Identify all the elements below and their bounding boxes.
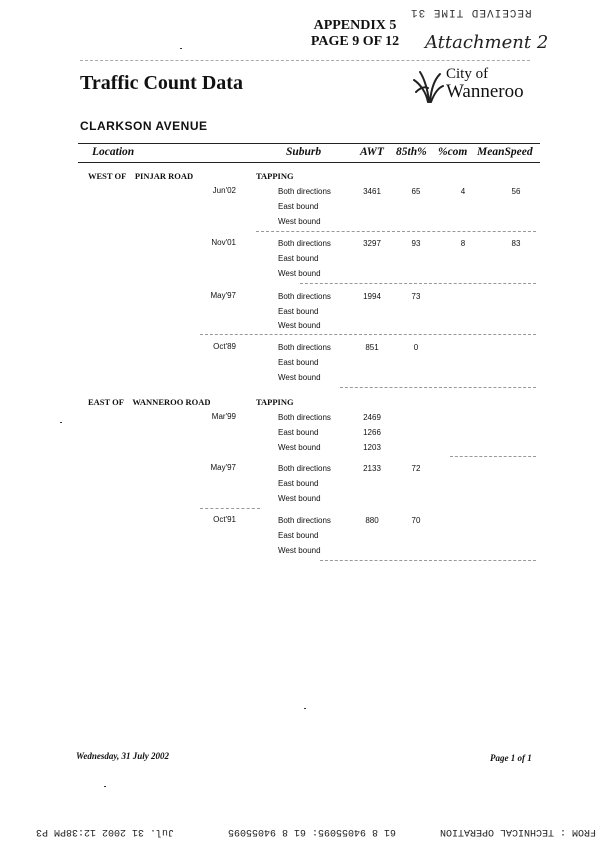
scan-speck [180,48,182,49]
header-top-rule [78,143,540,144]
mean-speed-value: 56 [511,187,521,196]
location-road: PINJAR ROAD [134,171,194,181]
com-value: 8 [460,239,466,248]
row-separator [300,283,536,284]
page-number: Page 1 of 1 [490,753,532,763]
row-separator [450,456,536,457]
direction-label: West bound [278,546,321,555]
direction-label: Both directions [278,343,331,352]
count-date: May'97 [210,463,236,472]
column-header-awt: AWT [360,146,384,158]
p85-value: 73 [411,292,421,301]
count-date: Oct'89 [213,342,236,351]
awt-value: 1266 [363,428,381,437]
scan-speck [304,708,306,709]
column-header-com: %com [438,146,468,158]
location-road: WANNEROO ROAD [132,397,211,407]
count-date: Oct'91 [213,515,236,524]
direction-label: Both directions [278,413,331,422]
row-separator [200,334,536,335]
direction-label: Both directions [278,516,331,525]
fax-received-stamp: RECEIVED TIME 31 [410,6,532,18]
document-title: Traffic Count Data [80,72,243,94]
appendix-label: APPENDIX 5 [313,18,397,33]
section-location [88,397,211,407]
direction-label: West bound [278,443,321,452]
direction-label: West bound [278,373,321,382]
mean-speed-value: 83 [511,239,521,248]
direction-label: East bound [278,531,319,540]
p85-value: 72 [411,464,421,473]
p85-value: 70 [411,516,421,525]
com-value: 4 [460,187,466,196]
direction-label: Both directions [278,187,331,196]
page-of-label: PAGE 9 OF 12 [310,34,400,49]
awt-value: 1203 [363,443,381,452]
count-date: Nov'01 [211,238,236,247]
awt-value: 880 [365,516,379,525]
direction-label: East bound [278,202,319,211]
direction-label: East bound [278,428,319,437]
scan-speck [60,422,62,423]
column-header-suburb: Suburb [286,146,322,158]
p85-value: 65 [411,187,421,196]
awt-value: 2133 [363,464,381,473]
column-header-85th: 85th% [396,146,427,158]
location-prefix: EAST OF [88,397,124,407]
direction-label: Both directions [278,464,331,473]
row-separator [340,387,536,388]
direction-label: West bound [278,269,321,278]
scan-speck [104,786,106,787]
section-suburb: TAPPING [256,171,294,181]
awt-value: 3297 [363,239,381,248]
column-header-mean-speed: MeanSpeed [477,146,533,158]
direction-label: Both directions [278,239,331,248]
dotted-separator [80,60,530,61]
row-separator [200,508,260,509]
logo-line-2: Wanneroo [446,81,524,102]
p85-value: 93 [411,239,421,248]
direction-label: East bound [278,358,319,367]
fax-footer-sender: FROM : TECHNICAL OPERATION [440,826,597,837]
fax-footer [0,826,610,846]
p85-value: 0 [413,343,419,352]
header-bottom-rule [78,162,540,163]
count-date: May'97 [210,291,236,300]
awt-value: 3461 [363,187,381,196]
location-prefix: WEST OF [88,171,127,181]
row-separator [320,560,536,561]
awt-value: 851 [365,343,379,352]
direction-label: West bound [278,217,321,226]
row-separator [256,231,536,232]
logo-line-1: City of [446,66,489,82]
awt-value: 1994 [363,292,381,301]
direction-label: East bound [278,479,319,488]
column-header-location: Location [92,146,135,158]
street-name: CLARKSON AVENUE [80,119,208,133]
fax-footer-number: 61 8 94055095: 61 8 94055095 [228,826,397,837]
direction-label: East bound [278,307,319,316]
section-suburb: TAPPING [256,397,294,407]
fax-footer-datetime: Jul. 31 2002 12:38PM P3 [36,826,175,837]
direction-label: West bound [278,494,321,503]
grass-tree-icon [412,68,444,104]
section-location [88,171,193,181]
direction-label: Both directions [278,292,331,301]
direction-label: West bound [278,321,321,330]
appendix-heading [280,18,430,50]
direction-label: East bound [278,254,319,263]
print-date: Wednesday, 31 July 2002 [76,751,169,761]
handwritten-attachment-note: Attachment 2 [425,32,549,53]
count-date: Jun'02 [212,186,236,195]
count-date: Mar'99 [211,412,236,421]
awt-value: 2469 [363,413,381,422]
city-logo [412,66,542,106]
